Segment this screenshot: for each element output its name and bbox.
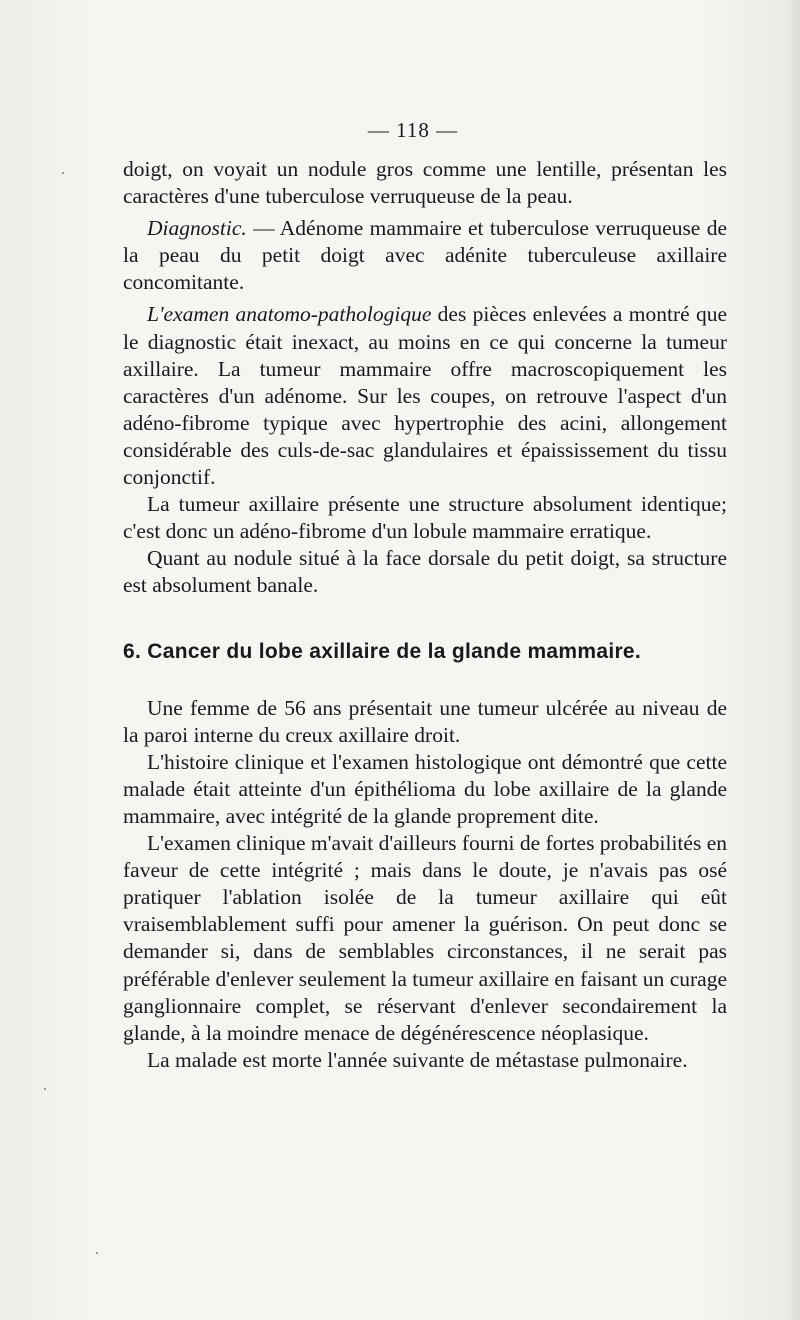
paragraph-histoire: L'histoire clinique et l'examen histologique ont démontré que cette malade était atteinte d'un épithélioma du lobe axillaire de la glande mammaire, avec intégrité de la glande proprement dite. (123, 749, 727, 828)
paragraph-tumeur-axillaire: La tumeur axillaire présente une structure absolument identique; c'est donc un adéno-fibrome d'un lobule mammaire erratique. (123, 492, 727, 544)
paragraph-outcome: La malade est morte l'année suivante de métastase pulmonaire. (147, 1047, 688, 1072)
paragraph-examen (123, 301, 727, 491)
print-speck (62, 172, 64, 174)
paragraph-examen-clinique: L'examen clinique m'avait d'ailleurs fourni de fortes probabilités en faveur de cette intégrité ; mais dans le doute, je n'avais pas osé pratiquer l'ablation isolée de la tumeur axillaire qui eût vraisemblablement suffi pour amener la guérison. On peut donc se demander si, dans de semblables circonstances, il ne serait pas préférable d'enlever seulement la tumeur axillaire en faisant un curage ganglionnaire complet, se réservant d'enlever secondairement la glande, à la moindre menace de dégénérescence néoplasique. (123, 831, 727, 1045)
paragraph-body: des pièces enlevées a montré que le diagnostic était inexact, au moins en ce qui concerne la tumeur axillaire. La tumeur mammaire offre macroscopiquement les caractères d'un adénome. Sur les coupes, on retrouve l'aspect d'un adéno-fibrome typique avec hypertrophie des acini, allongement considérable des culs-de-sac glandulaires et épaississement du tissu conjonctif. (123, 302, 727, 490)
page-edge-shadow (786, 0, 800, 1320)
paragraph-nodule: Quant au nodule situé à la face dorsale du petit doigt, sa structure est absolument banale. (123, 546, 727, 598)
paragraph-case: Une femme de 56 ans présentait une tumeur ulcérée au niveau de la paroi interne du creux axillaire droit. (123, 695, 727, 747)
paragraph-lead: L'examen anatomo-pathologique (147, 302, 432, 327)
paragraph-body: — Adénome mammaire et tuberculose verruqueuse de la peau du petit doigt avec adénite tuberculeuse axillaire concomitante. (123, 216, 727, 295)
body-text (123, 156, 727, 1074)
section-heading: 6. Cancer du lobe axillaire de la glande mammaire. (123, 639, 642, 663)
page-number: — 118 — (367, 118, 459, 142)
print-speck (44, 1088, 46, 1090)
paragraph-diagnostic (123, 215, 727, 296)
paragraph-continuation: doigt, on voyait un nodule gros comme une lentille, présentan les caractères d'une tuberculose verruqueuse de la peau. (123, 157, 727, 209)
paragraph-lead: Diagnostic. (147, 216, 247, 241)
print-speck (96, 1252, 98, 1254)
